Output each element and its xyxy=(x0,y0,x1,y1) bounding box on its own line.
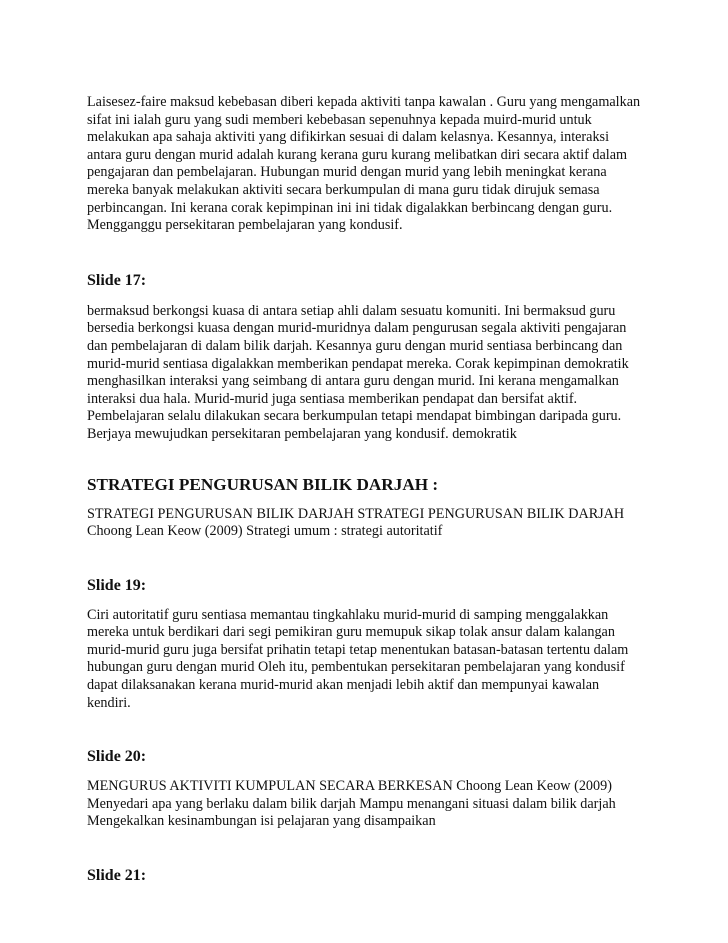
text-line: Choong Lean Keow (2009) Strategi umum : strategi autoritatif xyxy=(87,523,443,540)
text-line: menghasilkan interaksi yang seimbang di antara guru dengan murid. Ini kerana mengamalkan xyxy=(87,373,619,390)
strategi-paragraph xyxy=(87,506,647,541)
text-line: mereka untuk berdikari dari segi pemikiran guru memupuk sikap tolak ansur dalam kalangan xyxy=(87,624,615,641)
text-line: STRATEGI PENGURUSAN BILIK DARJAH STRATEGI PENGURUSAN BILIK DARJAH xyxy=(87,505,625,522)
text-line: Mengekalkan kesinambungan isi pelajaran yang disampaikan xyxy=(87,813,436,830)
text-line: mereka banyak melakukan aktiviti secara berkumpulan di mana guru tidak dirujuk semasa xyxy=(87,181,600,198)
intro-paragraph xyxy=(87,94,647,235)
text-line: melakukan apa sahaja aktiviti yang difikirkan sesuai di dalam kelasnya. Kesannya, interaksi xyxy=(87,129,610,146)
slide-20-heading: Slide 20: xyxy=(87,748,147,766)
text-line: pengajaran dan pembelajaran. Hubungan murid dengan murid yang lebih meningkat kerana xyxy=(87,164,607,181)
slide-21-heading: Slide 21: xyxy=(87,867,147,885)
text-line: sifat ini ialah guru yang sudi memberi kebebasan sepenuhnya kepada muird-murid untuk xyxy=(87,111,592,128)
text-line: Berjaya mewujudkan persekitaran pembelajaran yang kondusif. demokratik xyxy=(87,425,517,442)
text-line: Mengganggu persekitaran pembelajaran yang kondusif. xyxy=(87,217,403,234)
text-line: antara guru dengan murid adalah kurang kerana guru kurang melibatkan diri secara aktif dalam xyxy=(87,146,628,163)
text-line: bermaksud berkongsi kuasa di antara setiap ahli dalam sesuatu komuniti. Ini bermaksud guru xyxy=(87,302,616,319)
slide-20-paragraph xyxy=(87,778,647,831)
text-line: perbincangan. Ini kerana corak kepimpinan ini ini tidak digalakkan berbincang dengan guru. xyxy=(87,199,613,216)
text-line: Ciri autoritatif guru sentiasa memantau tingkahlaku murid-murid di samping menggalakkan xyxy=(87,606,609,623)
text-line: Pembelajaran selalu dilakukan secara berkumpulan tetapi mendapat bimbingan daripada guru. xyxy=(87,408,622,425)
text-line: bersedia berkongsi kuasa dengan murid-muridnya dalam pengurusan segala aktiviti pengajaran xyxy=(87,320,627,337)
text-line: murid-murid sentiasa digalakkan memberikan pendapat mereka. Corak kepimpinan demokratik xyxy=(87,355,629,372)
slide-17-paragraph xyxy=(87,303,647,444)
slide-19-paragraph xyxy=(87,607,647,713)
text-line: MENGURUS AKTIVITI KUMPULAN SECARA BERKESAN Choong Lean Keow (2009) xyxy=(87,778,612,795)
text-line: Laisesez-faire maksud kebebasan diberi kepada aktiviti tanpa kawalan . Guru yang mengamalkan xyxy=(87,94,641,110)
text-line: dan pembelajaran di dalam bilik darjah. Kesannya guru dengan murid sentiasa berbincang dan xyxy=(87,337,623,354)
text-line: Menyedari apa yang berlaku dalam bilik darjah Mampu menangani situasi dalam bilik darjah xyxy=(87,795,616,812)
text-line: interaksi dua hala. Murid-murid juga sentiasa memberikan pendapat dan bersifat aktif. xyxy=(87,390,578,407)
strategi-heading: STRATEGI PENGURUSAN BILIK DARJAH : xyxy=(87,474,439,494)
text-line: murid-murid guru juga bersifat prihatin tetapi tetap menentukan batasan-batasan tertentu dalam xyxy=(87,641,629,658)
text-line: hubungan guru dengan murid Oleh itu, pembentukan persekitaran pembelajaran yang kondusif xyxy=(87,659,625,676)
slide-19-heading: Slide 19: xyxy=(87,576,147,594)
slide-17-heading: Slide 17: xyxy=(87,271,147,289)
text-line: dapat dilaksanakan kerana murid-murid akan menjadi lebih aktif dan mempunyai kawalan xyxy=(87,677,600,694)
document-page xyxy=(87,94,647,886)
text-line: kendiri. xyxy=(87,694,131,711)
